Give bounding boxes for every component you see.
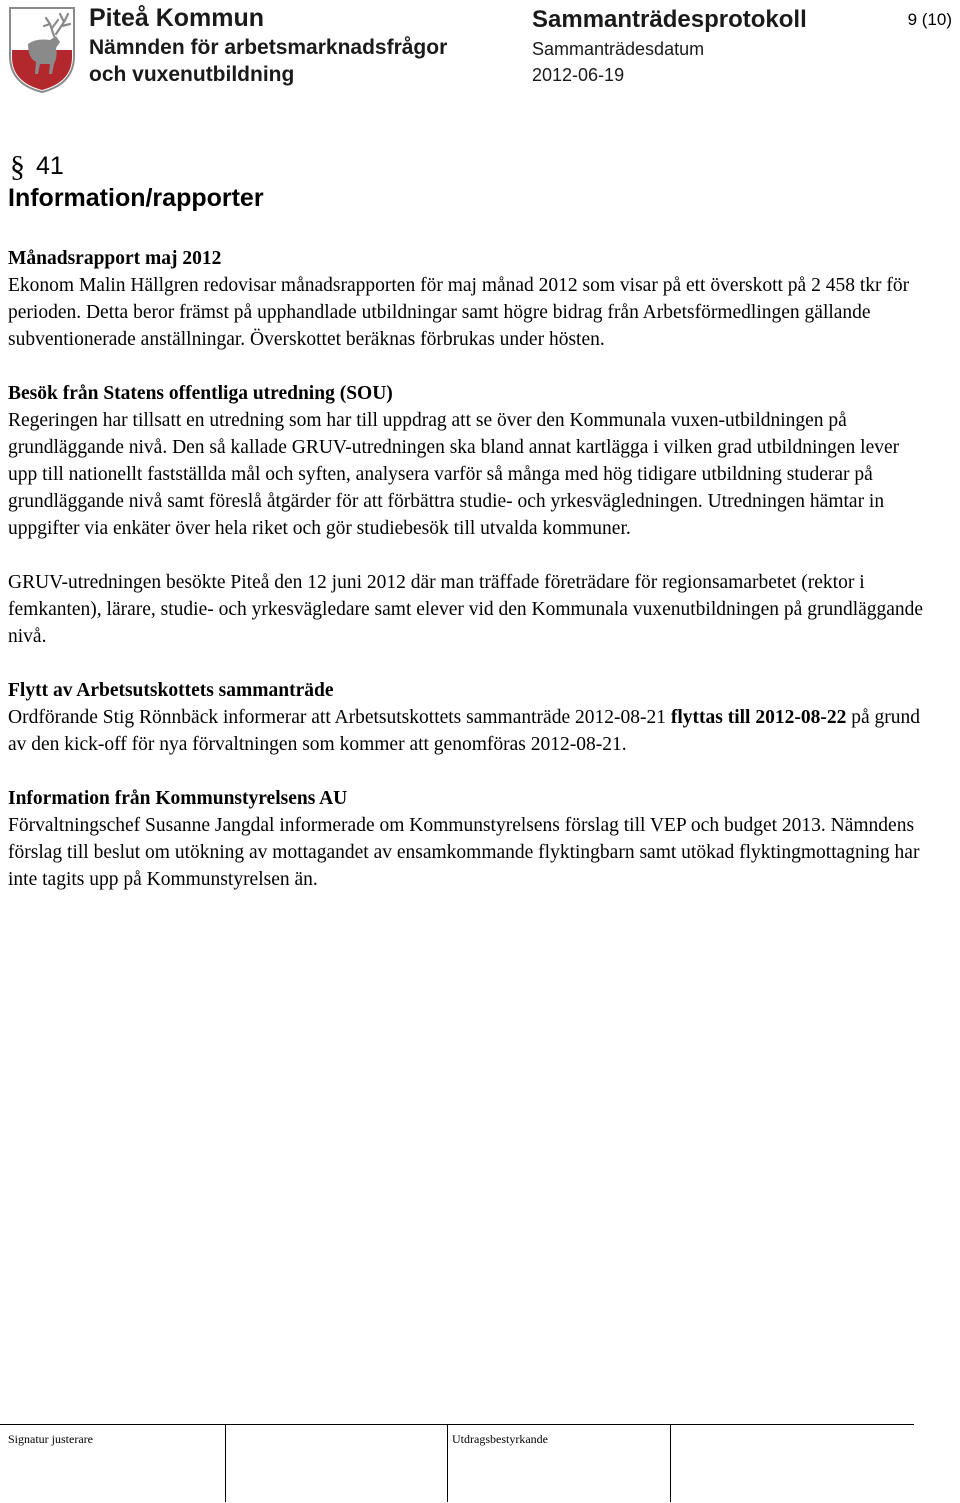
municipality-coat-of-arms-logo [6,4,78,94]
item-heading: Information från Kommunstyrelsens AU [8,788,348,809]
section-sign: § [10,150,25,183]
extract-certification-label: Utdragsbestyrkande [452,1432,548,1446]
paragraph-text: Ordförande Stig Rönnbäck informerar att Arbetsutskottets sammanträde 2012-08-21 [8,707,671,728]
page-number: 9 (10) [907,10,952,29]
item-paragraph [8,704,928,758]
item-heading: Månadsrapport maj 2012 [8,248,222,269]
paragraph-text: på grund av den kick-off för nya förvaltningen som kommer att genomföras 2012-08-21. [8,707,920,755]
footer-column-divider [670,1424,671,1502]
item-monthly-report [8,245,928,353]
meeting-date-value: 2012-06-19 [532,65,625,85]
item-sou-visit [8,380,928,542]
committee-name-line-2: och vuxenutbildning [89,63,295,86]
section-title: Information/rapporter [8,184,264,212]
item-sou-visit-continued [8,569,928,650]
organization-name: Piteå Kommun [89,4,265,32]
committee-name-line-1: Nämnden för arbetsmarknadsfrågor [89,36,448,59]
footer-divider [0,1424,914,1425]
item-paragraph: Regeringen har tillsatt en utredning som har till uppdrag att se över den Kommunala vuxen-utbildningen på grundläggande nivå. Den så kallade GRUV-utredningen ska bland annat kartlägga i vilken grad utbildningen lever upp till nationellt fastställda mål och syften, analysera varför så många med hög tidigare utbildning studerar på grundläggande nivå samt föreslå åtgärder för att förbättra studie- och yrkesvägledningen. Utredningen hämtar in uppgifter via enkäter över hela riket och gör studiebesök till utvalda kommuner. [8,410,900,539]
meeting-date-label: Sammanträdesdatum [532,39,705,59]
document-type: Sammanträdesprotokoll [532,6,807,33]
item-paragraph: Ekonom Malin Hällgren redovisar månadsrapporten för maj månad 2012 som visar på ett överskott på 2 458 tkr för perioden. Detta beror främst på upphandlade utbildningar samt högre bidrag från Arbetsförmedlingen gällande subventionerade anställningar. Överskottet beräknas förbrukas under hösten. [8,275,910,350]
footer-column-divider [447,1424,448,1502]
footer-column-divider [225,1424,226,1502]
item-heading: Flytt av Arbetsutskottets sammanträde [8,680,334,701]
signature-footer [0,1424,960,1503]
paragraph-emphasis: flyttas till 2012-08-22 [670,707,847,728]
section-number: 41 [36,152,64,180]
item-meeting-moved [8,677,928,758]
document-body [8,245,928,920]
item-ks-au-info [8,785,928,893]
item-heading: Besök från Statens offentliga utredning (SOU) [8,383,393,404]
item-paragraph: GRUV-utredningen besökte Piteå den 12 juni 2012 där man träffade företrädare för regionsamarbetet (rektor i femkanten), lärare, studie- och yrkesvägledare samt elever vid den Kommunala vuxenutbildningen på grundläggande nivå. [8,572,924,647]
item-paragraph: Förvaltningschef Susanne Jangdal informerade om Kommunstyrelsens förslag till VEP och budget 2013. Nämndens förslag till beslut om utökning av mottagandet av ensamkommande flyktingbarn samt utökad flyktingmottagning har inte tagits upp på Kommunstyrelsen än. [8,815,920,890]
signature-label: Signatur justerare [8,1432,93,1446]
